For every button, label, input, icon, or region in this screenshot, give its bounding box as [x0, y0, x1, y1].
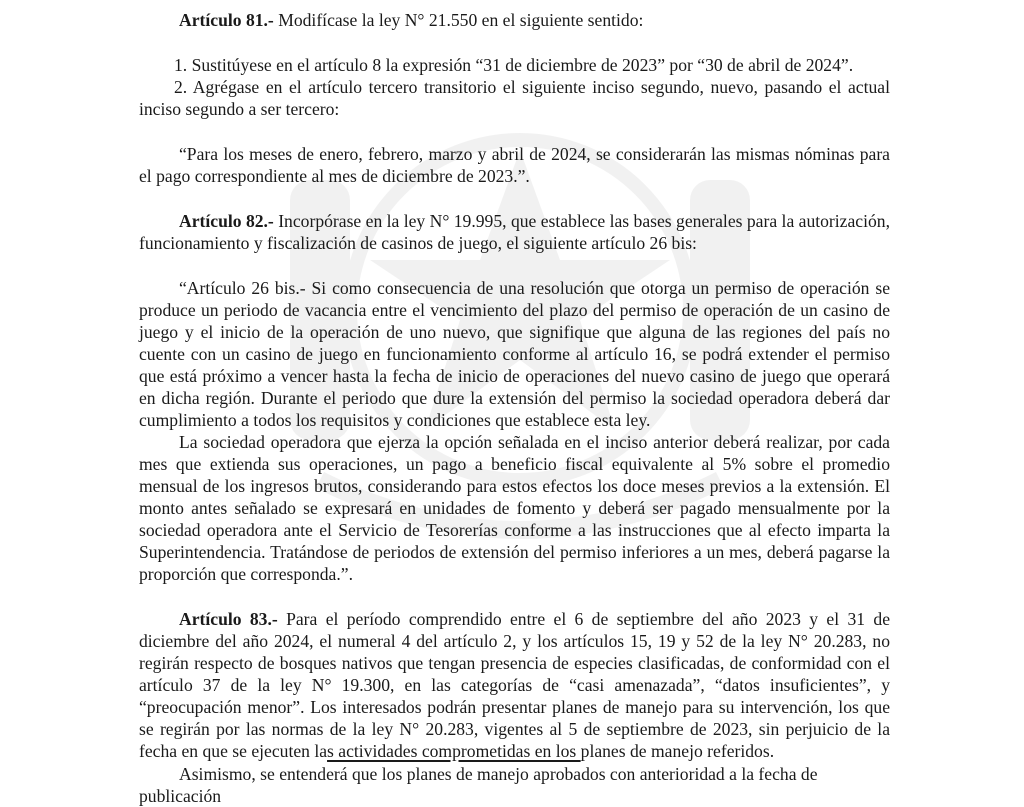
underlined-phrase: s actividades comprometidas en los: [327, 741, 581, 761]
article-81-intro: Artículo 81.- Modifícase la ley N° 21.550 en el siguiente sentido:: [179, 10, 644, 30]
article-81-item-1: 1. Sustitúyese en el artículo 8 la expresión “31 de diciembre de 2023” por “30 de abril de 2024”.: [174, 55, 854, 75]
article-82-intro: Artículo 82.- Incorpórase en la ley N° 19.995, que establece las bases generales para la autorización, funcionamiento y fiscalización de casinos de juego, el siguiente artículo 26 bis:: [139, 211, 890, 253]
article-83-heading: Artículo 83.-: [179, 609, 278, 629]
article-82-quote-paragraph-1: “Artículo 26 bis.- Si como consecuencia de una resolución que otorga un permiso de operación se produce un periodo de vacancia entre el vencimiento del plazo del permiso de operación de un casino de juego y el inicio de la operación de uno nuevo, que signifique que alguna de las regiones del país no cuente con un casino de juego en funcionamiento conforme al artículo 16, se podrá extender el permiso que está próximo a vencer hasta la fecha de inicio de operaciones del nuevo casino de juego que operará en dicha región. Durante el periodo que dure la extensión del permiso la sociedad operadora deberá dar cumplimiento a todos los requisitos y condiciones que establece esta ley.: [139, 278, 890, 430]
article-82-quote-paragraph-2: La sociedad operadora que ejerza la opción señalada en el inciso anterior deberá realizar, por cada mes que extienda sus operaciones, un pago a beneficio fiscal equivalente al 5% sobre el promedio mensual de los ingresos brutos, considerando para estos efectos los doce meses previos a la extensión. El monto antes señalado se expresará en unidades de fomento y deberá ser pagado mensualmente por la sociedad operadora ante el Servicio de Tesorerías conforme a las instrucciones que al efecto imparta la Superintendencia. Tratándose de periodos de extensión del permiso inferiores a un mes, deberá pagarse la proporción que corresponda.”.: [139, 432, 890, 584]
article-81-heading: Artículo 81.-: [179, 10, 274, 30]
article-82-heading: Artículo 82.-: [179, 211, 274, 231]
cut-off-line: Asimismo, se entenderá que los planes de manejo aprobados con anterioridad a la fecha de publicación: [139, 764, 818, 806]
article-81-quote: “Para los meses de enero, febrero, marzo y abril de 2024, se considerarán las mismas nóminas para el pago correspondiente al mes de diciembre de 2023.”.: [139, 144, 890, 186]
document-page: [139, 0, 890, 762]
article-83-paragraph: Artículo 83.- Para el período comprendido entre el 6 de septiembre del año 2023 y el 31 de diciembre del año 2024, el numeral 4 del artículo 2, y los artículos 15, 19 y 52 de la ley N° 20.283, no regirán respecto de bosques nativos que tengan presencia de especies clasificadas, de conformidad con el artículo 37 de la ley N° 19.300, en las categorías de “casi amenazada”, “datos insuficientes”, y “preocupación menor”. Los interesados podrán presentar planes de manejo para su intervención, los que se regirán por las normas de la ley N° 20.283, vigentes al 5 de septiembre de 2023, sin perjuicio de la fecha en que se ejecuten las actividades comprometidas en los planes de manejo referidos.: [139, 609, 891, 761]
article-81-item-2: 2. Agrégase en el artículo tercero transitorio el siguiente inciso segundo, nuevo, pasando el actual inciso segundo a ser tercero:: [139, 77, 890, 119]
